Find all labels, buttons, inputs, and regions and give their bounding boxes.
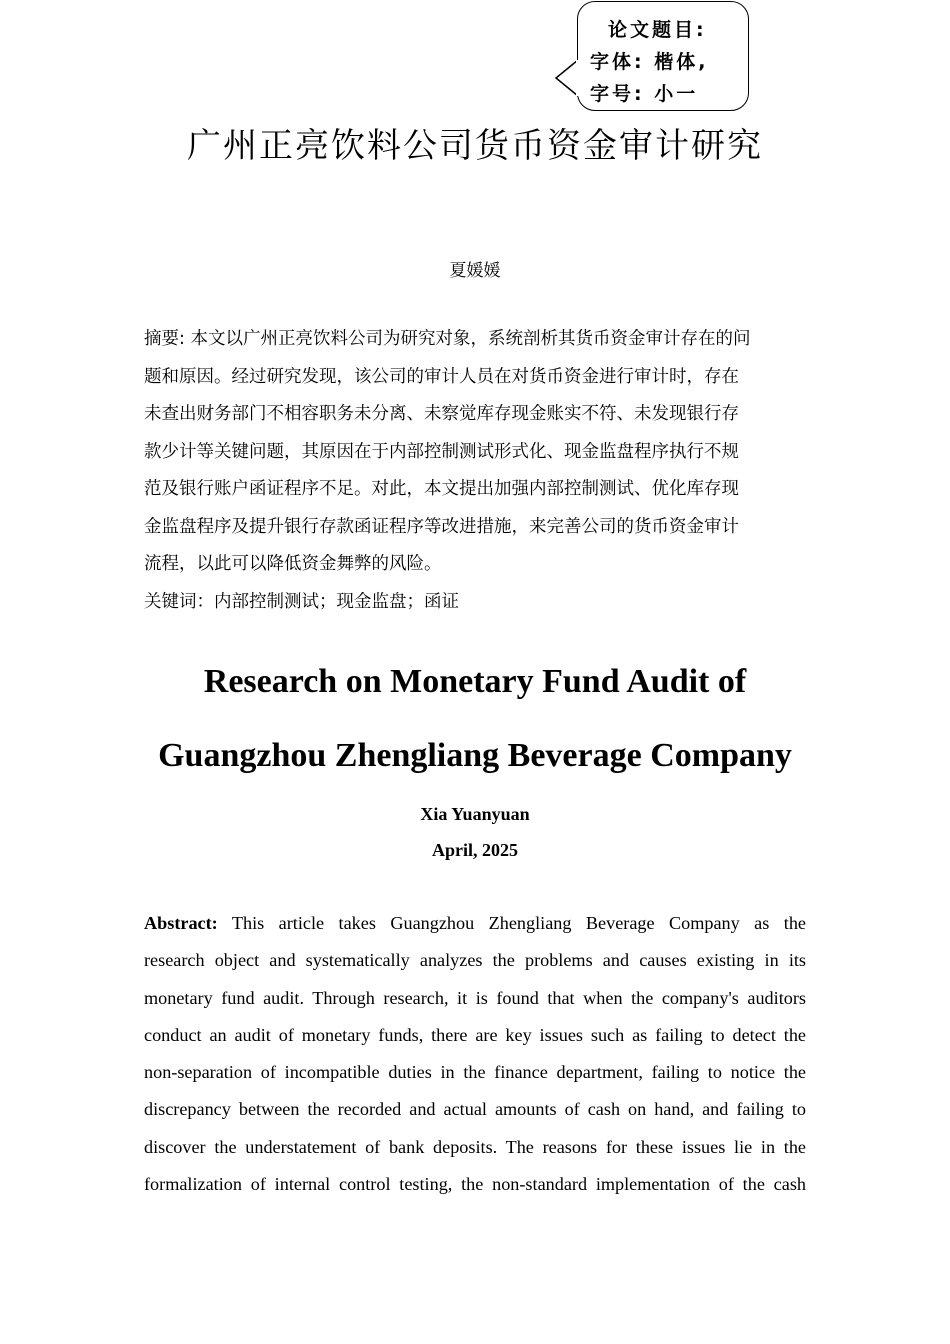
abstract-line: 未查出财务部门不相容职务未分离、未察觉库存现金账实不符、未发现银行存 [144,404,739,424]
english-author: Xia Yuanyuan [420,804,530,824]
format-note-text [590,14,740,110]
abstract-line: 范及银行账户函证程序不足。对此，本文提出加强内部控制测试、优化库存现 [144,479,739,499]
english-title-line: Guangzhou Zhengliang Beverage Company [158,737,792,774]
callout-line: 字体: 楷体, [590,51,709,73]
abstract-line: This article takes Guangzhou Zhengliang Beverage Company as the [217,913,806,933]
abstract-line: non-separation of incompatible duties in the finance department, failing to notice the [144,1062,806,1083]
abstract-line: 流程，以此可以降低资金舞弊的风险。 [144,554,442,574]
callout-tail-mask [576,60,582,96]
english-date: April, 2025 [431,840,518,860]
keywords [144,589,806,627]
abstract-label: 摘要 [144,329,179,349]
abstract-line: 款少计等关键问题，其原因在于内部控制测试形式化、现金监盘程序执行不规 [144,441,739,462]
abstract-line: 金监盘程序及提升银行存款函证程序等改进措施，来完善公司的货币资金审计 [144,516,739,537]
abstract-label: Abstract: [144,913,218,933]
abstract-line: discrepancy between the recorded and actual amounts of cash on hand, and failing to [144,1099,806,1120]
chinese-title: 广州正亮饮料公司货币资金审计研究 [187,126,763,166]
keywords-text: 内部控制测试；现金监盘；函证 [214,591,459,612]
abstract-line: discover the understatement of bank deposits. The reasons for these issues lie in the [144,1136,806,1157]
english-title-line: Research on Monetary Fund Audit of [203,663,747,700]
callout-line: 论文题目: [608,19,707,41]
abstract-line: : 本文以广州正亮饮料公司为研究对象，系统剖析其货币资金审计存在的问 [179,329,751,349]
abstract-line: 题和原因。经过研究发现，该公司的审计人员在对货币资金进行审计时，存在 [144,366,739,387]
abstract-line: research object and systematically analyzes the problems and causes existing in its [144,950,806,971]
english-abstract [144,910,806,1208]
keywords-label: 关键词： [144,591,214,612]
abstract-line: formalization of internal control testing, the non-standard implementation of the cash [144,1174,806,1195]
chinese-author: 夏媛媛 [449,261,501,280]
callout-line: 字号: 小一 [590,83,699,105]
abstract-line: monetary fund audit. Through research, it is found that when the company's auditors [144,987,806,1008]
abstract-line: conduct an audit of monetary funds, there are key issues such as failing to detect the [144,1024,806,1045]
chinese-abstract [144,326,806,626]
